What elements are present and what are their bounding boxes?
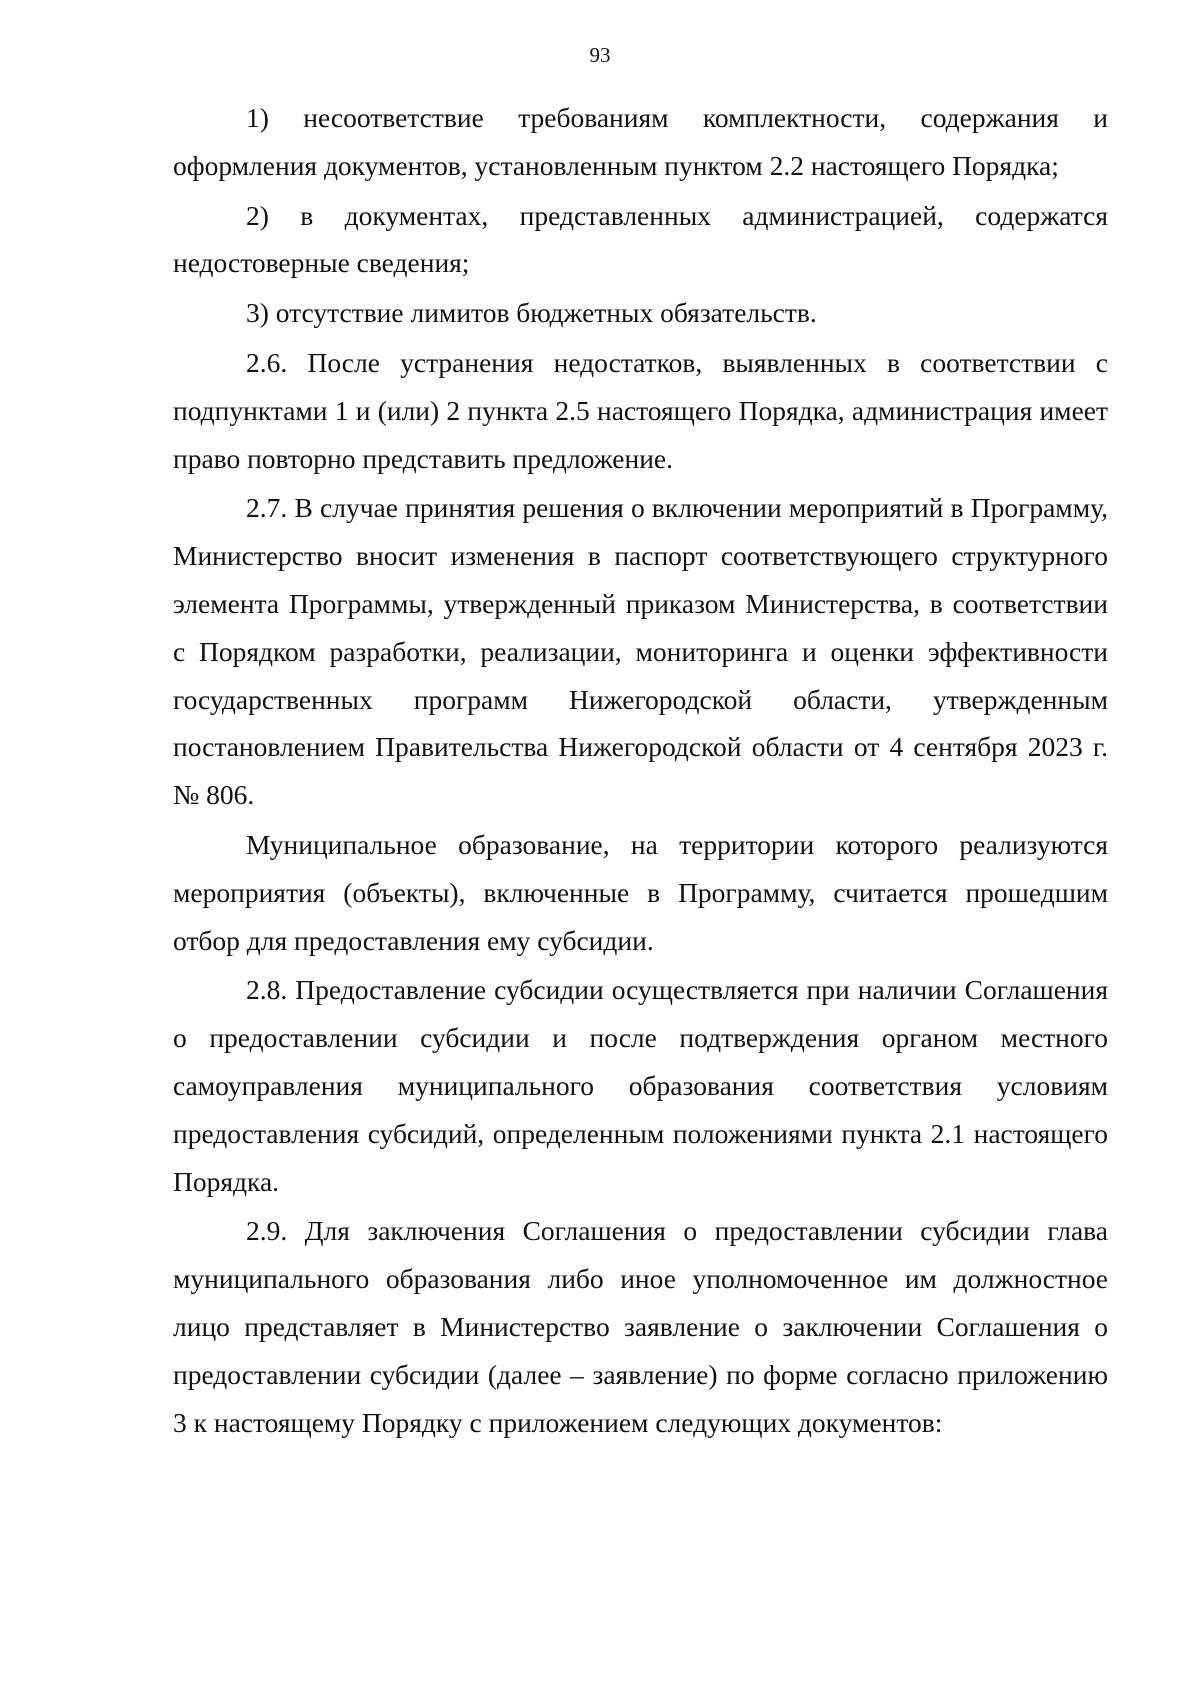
document-body xyxy=(173,94,1108,1448)
paragraph-2-9: 2.9. Для заключения Соглашения о предоставлении субсидии глава муниципального образования либо иное уполномоченное им должностное лицо представляет в Министерство заявление о заключении Соглашения о предоставлении субсидии (далее – заявление) по форме согласно приложению 3 к настоящему Порядку с приложением следующих документов: xyxy=(173,1215,1108,1438)
paragraph-2-6: 2.6. После устранения недостатков, выявленных в соответствии с подпунктами 1 и (или) 2 пункта 2.5 настоящего Порядка, администрация имеет право повторно представить предложение. xyxy=(173,346,1108,474)
paragraph-item-3: 3) отсутствие лимитов бюджетных обязательств. xyxy=(246,297,817,329)
page-number: 93 xyxy=(589,43,611,67)
paragraph-2-7: 2.7. В случае принятия решения о включении мероприятий в Программу, Министерство вносит изменения в паспорт соответствующего структурного элемента Программы, утвержденный приказом Министерства, в соответствии с Порядком разработки, реализации, мониторинга и оценки эффективности государственных программ Нижегородской области, утвержденным постановлением Правительства Нижегородской области от 4 сентября 2023 г. № 806. xyxy=(173,492,1108,811)
paragraph-municipal-formation: Муниципальное образование, на территории которого реализуются мероприятия (объекты), включенные в Программу, считается прошедшим отбор для предоставления ему субсидии. xyxy=(173,828,1108,956)
paragraph-item-1: 1) несоответствие требованиям комплектности, содержания и оформления документов, установленным пунктом 2.2 настоящего Порядка; xyxy=(173,102,1108,181)
paragraph-item-2: 2) в документах, представленных администрацией, содержатся недостоверные сведения; xyxy=(173,199,1108,279)
paragraph-2-8: 2.8. Предоставление субсидии осуществляется при наличии Соглашения о предоставлении субсидии и после подтверждения органом местного самоуправления муниципального образования соответствия условиям предоставления субсидий, определенным положениями пункта 2.1 настоящего Порядка. xyxy=(173,974,1108,1197)
